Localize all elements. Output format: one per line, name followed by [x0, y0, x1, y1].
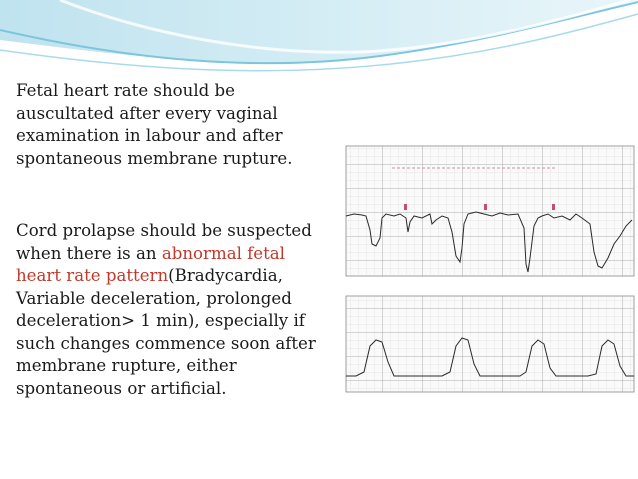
highlight-text: heart rate pattern	[16, 266, 169, 285]
header-banner	[0, 0, 638, 78]
text-line: Cord prolapse should be suspected	[16, 221, 312, 240]
text-line	[16, 265, 316, 288]
paragraph-cord-prolapse	[16, 220, 316, 400]
text-span: when there is an	[16, 243, 162, 263]
highlight-text: abnormal fetal	[161, 243, 285, 263]
text-line	[16, 243, 316, 266]
ctg-tracing-image	[342, 140, 638, 400]
text-line: Fetal heart rate should be	[16, 81, 235, 100]
paragraph-fhr	[16, 80, 293, 170]
text-line: deceleration> 1 min), especially if	[16, 311, 305, 330]
text-line: such changes commence soon after	[16, 333, 316, 353]
text-line: auscultated after every vaginal	[16, 103, 278, 123]
text-line: spontaneous or artificial.	[16, 378, 227, 398]
text-span: (Bradycardia,	[168, 266, 283, 285]
text-line: examination in labour and after	[16, 126, 283, 145]
text-line: Variable deceleration, prolonged	[16, 288, 292, 308]
text-line: membrane rupture, either	[16, 356, 237, 375]
text-line: spontaneous membrane rupture.	[16, 148, 293, 168]
